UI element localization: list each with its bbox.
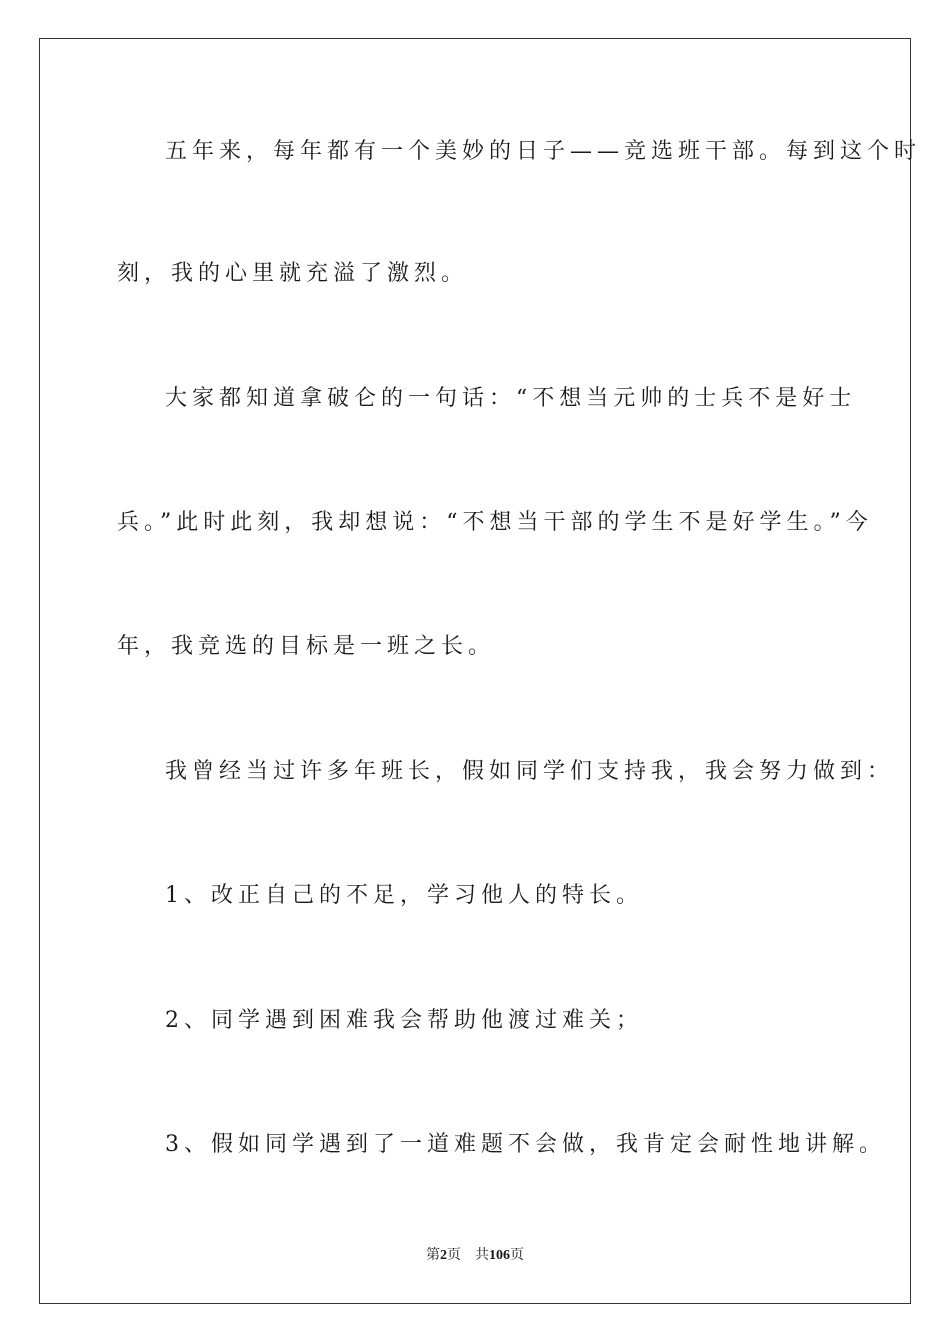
paragraph-2-line-3: 年，我竞选的目标是一班之长。 (117, 634, 496, 659)
list-item-2: 2、同学遇到困难我会帮助他渡过难关； (165, 1008, 643, 1033)
page-footer (0, 1247, 950, 1265)
paragraph-3-line-1: 我曾经当过许多年班长，假如同学们支持我，我会努力做到： (165, 759, 895, 784)
list-item-3: 3、假如同学遇到了一道难题不会做，我肯定会耐性地讲解。 (165, 1132, 886, 1157)
paragraph-1-line-1: 五年来，每年都有一个美妙的日子——竞选班干部。每到这个时 (165, 139, 922, 164)
paragraph-2-line-2: 兵。”此时此刻，我却想说：“不想当干部的学生不是好学生。”今 (117, 510, 873, 535)
paragraph-2-line-1: 大家都知道拿破仑的一句话：“不想当元帅的士兵不是好士 (165, 386, 857, 411)
list-item-1: 1、改正自己的不足，学习他人的特长。 (165, 883, 643, 908)
footer-total-number: 106 (489, 1248, 510, 1263)
footer-page-suffix: 页 (447, 1248, 461, 1263)
footer-page-prefix: 第 (426, 1248, 440, 1263)
page-frame (39, 38, 922, 1304)
footer-total-prefix: 共 (475, 1248, 489, 1263)
footer-total-suffix: 页 (510, 1248, 524, 1263)
paragraph-1-line-2: 刻，我的心里就充溢了激烈。 (117, 261, 469, 286)
footer-page-number: 2 (440, 1248, 447, 1263)
